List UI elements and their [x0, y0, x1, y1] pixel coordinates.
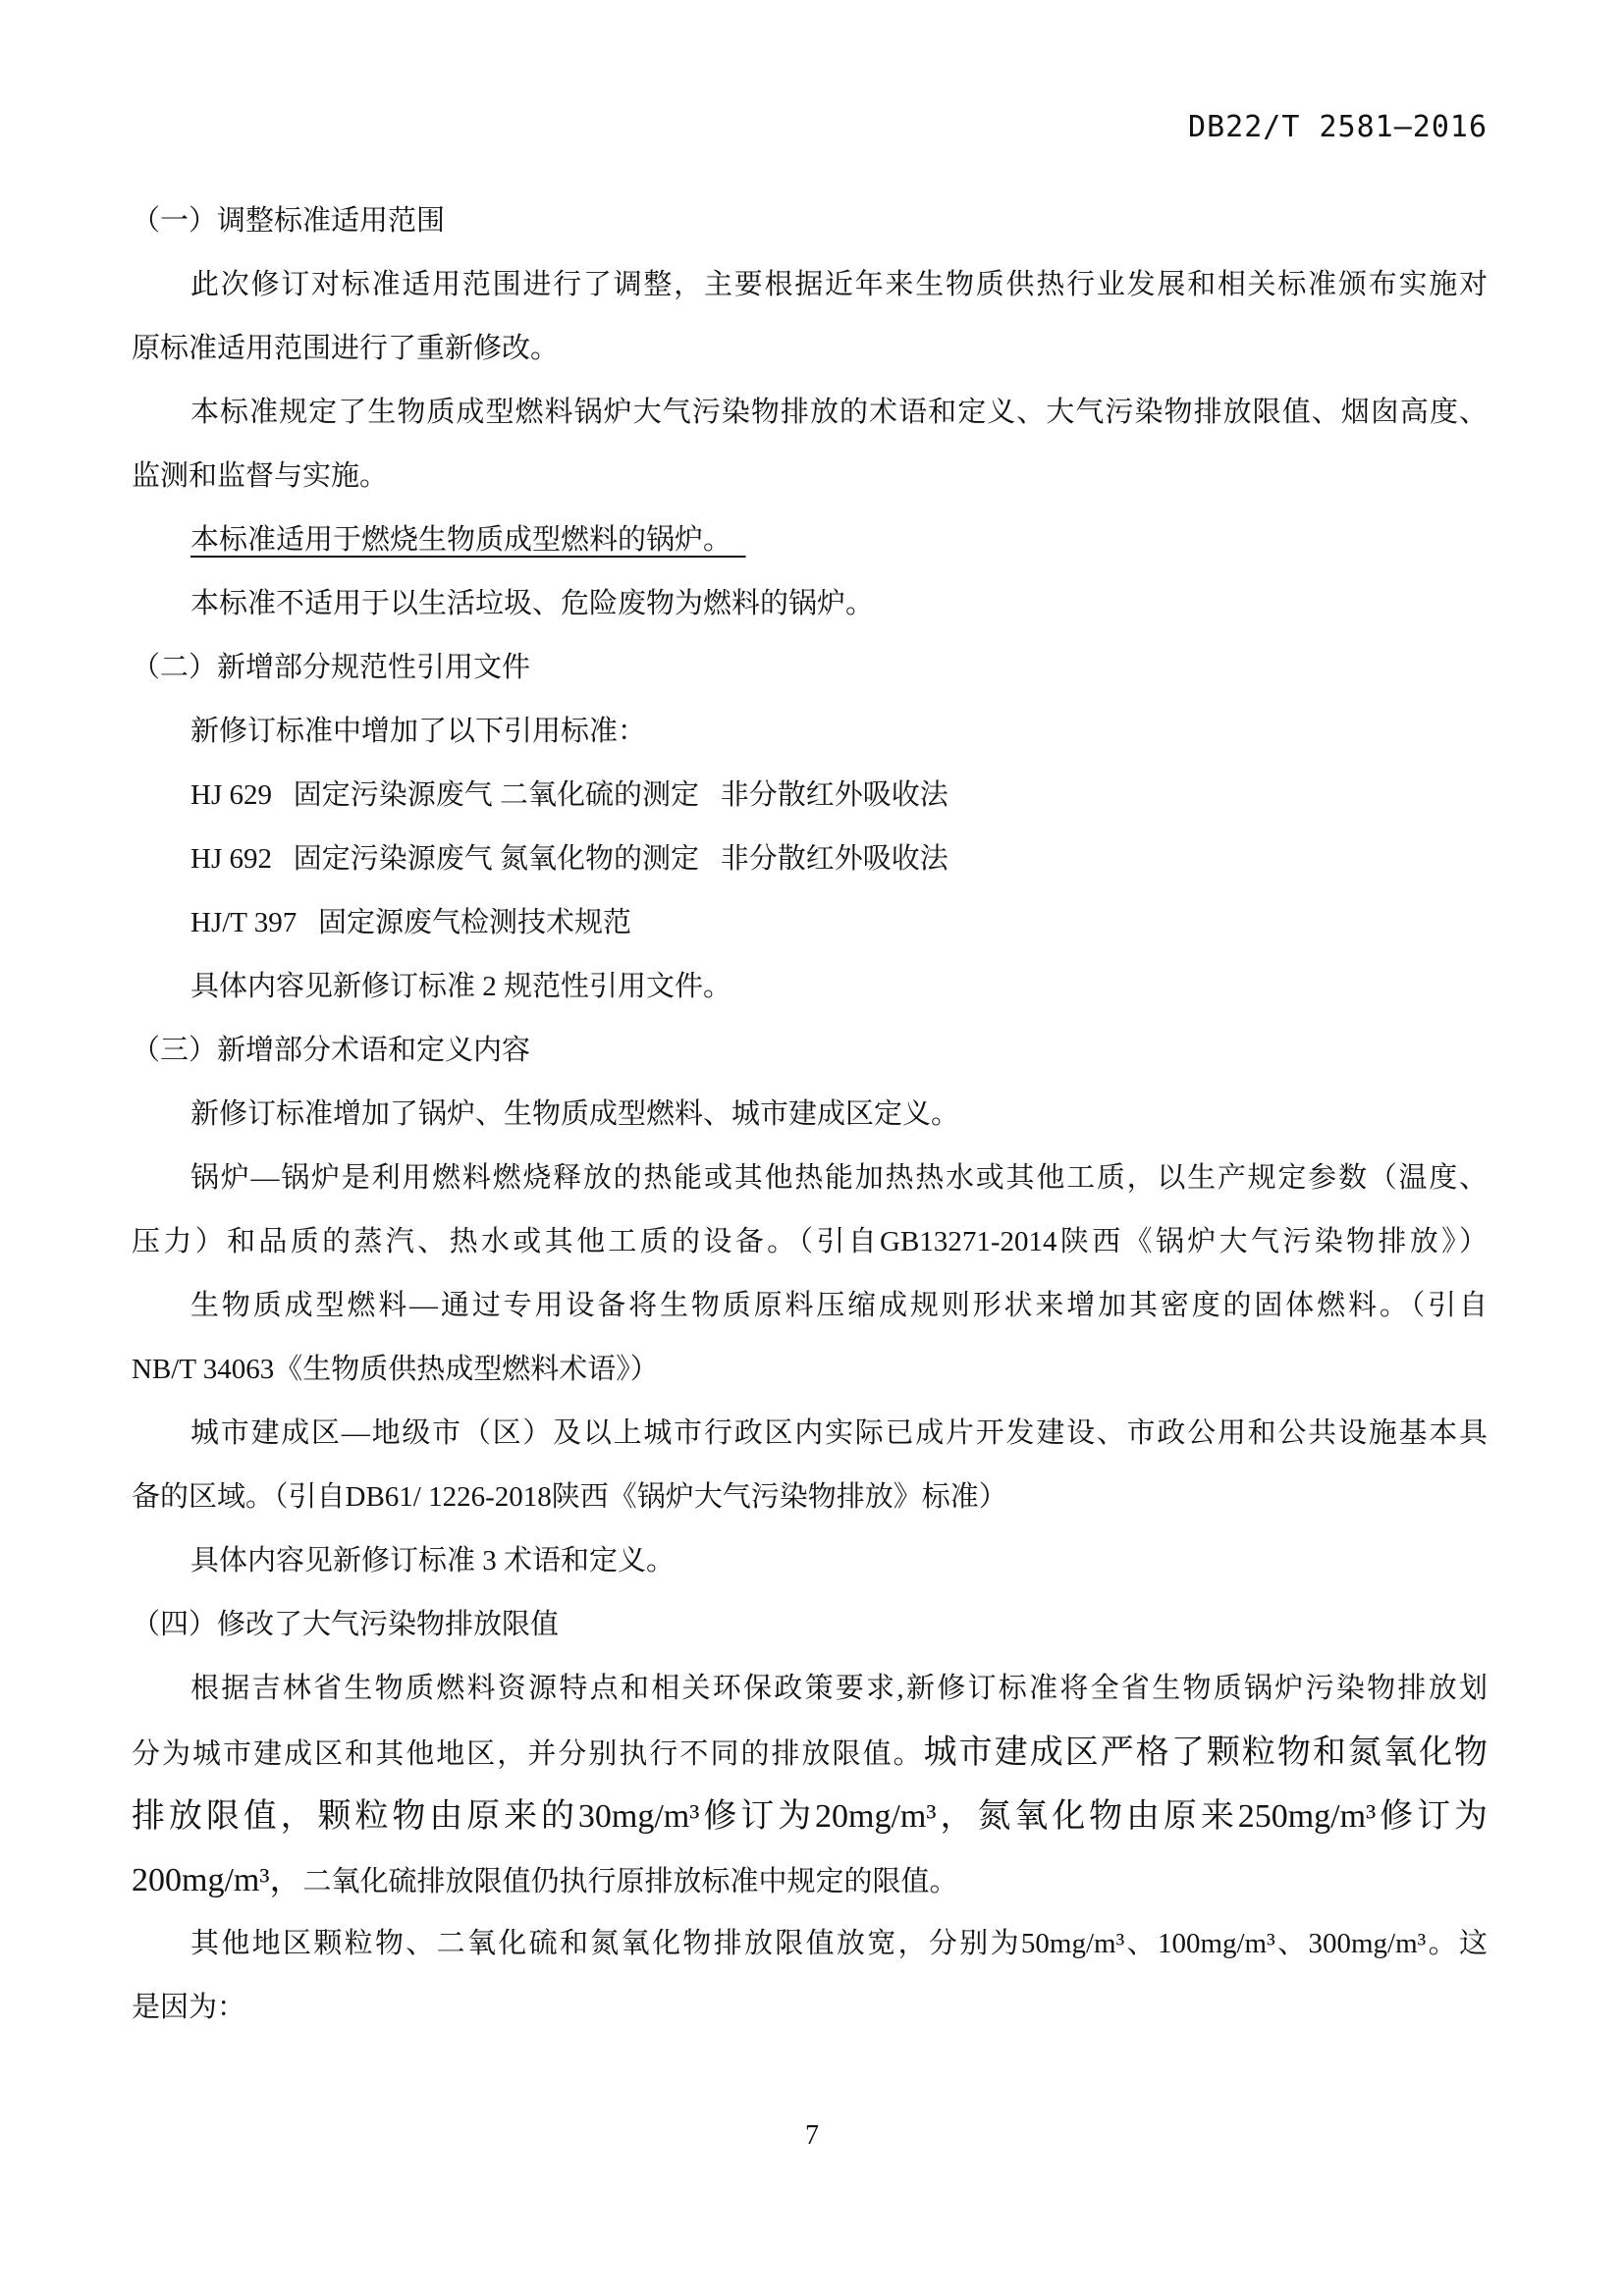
text-line	[132, 1721, 1488, 1785]
text-segment: （二）新增部分规范性引用文件	[132, 652, 531, 683]
text-line	[132, 1338, 1488, 1402]
text-segment: HJ/T 397 固定源废气检测技术规范	[190, 907, 631, 938]
text-segment: HJ 692 固定污染源废气 氮氧化物的测定 非分散红外吸收法	[190, 843, 948, 875]
text-segment: 根据吉林省生物质燃料资源特点和相关环保政策要求,新修订标准将全省生物质锅炉污染物排放划	[190, 1673, 1488, 1704]
text-line	[132, 1912, 1488, 1976]
section-heading	[132, 189, 1488, 253]
text-segment: 新修订标准中增加了以下引用标准：	[190, 716, 647, 747]
text-line	[132, 891, 1488, 955]
text-segment: 锅炉—锅炉是利用燃料燃烧释放的热能或其他热能加热热水或其他工质，以生产规定参数（温度、	[190, 1162, 1488, 1194]
text-segment: （三）新增部分术语和定义内容	[132, 1035, 531, 1066]
section-heading	[132, 1593, 1488, 1657]
text-segment: 生物质成型燃料—通过专用设备将生物质原料压缩成规则形状来增加其密度的固体燃料。（引自	[190, 1290, 1488, 1321]
text-segment: （一）调整标准适用范围	[132, 205, 446, 237]
text-segment: 排放限值，颗粒物由原来的30mg/m³修订为20mg/m³，氮氧化物由原来250mg/m³修订为	[132, 1798, 1488, 1835]
text-segment: 原标准适用范围进行了重新修改。	[132, 333, 560, 364]
text-line	[132, 1402, 1488, 1466]
text-segment: （四）修改了大气污染物排放限值	[132, 1609, 560, 1640]
text-segment: 二氧化硫排放限值仍执行原排放标准中规定的限值。	[302, 1866, 958, 1897]
text-segment: 新修订标准增加了锅炉、生物质成型燃料、城市建成区定义。	[190, 1098, 960, 1130]
standard-number-header: DB22/T 2581—2016	[1188, 110, 1488, 144]
text-segment: 城市建成区—地级市（区）及以上城市行政区内实际已成片开发建设、市政公用和公共设施基本具	[190, 1417, 1488, 1449]
text-line	[132, 764, 1488, 828]
text-segment: 本标准规定了生物质成型燃料锅炉大气污染物排放的术语和定义、大气污染物排放限值、烟囱高度、	[190, 397, 1488, 428]
text-line	[132, 1848, 1488, 1912]
text-segment: 此次修订对标准适用范围进行了调整，主要根据近年来生物质供热行业发展和相关标准颁布实施对	[190, 269, 1488, 300]
text-line	[132, 1657, 1488, 1721]
text-line	[132, 1210, 1488, 1274]
text-line	[132, 828, 1488, 891]
text-segment: 备的区域。（引自DB61/ 1226-2018陕西《锅炉大气污染物排放》标准）	[132, 1481, 1007, 1513]
text-line	[132, 955, 1488, 1019]
text-segment: 其他地区颗粒物、二氧化硫和氮氧化物排放限值放宽，分别为50mg/m³、100mg/m³、300mg/m³。这	[190, 1928, 1488, 1959]
text-line	[132, 253, 1488, 317]
text-segment: 200mg/m³，	[132, 1862, 303, 1898]
section-heading	[132, 636, 1488, 700]
text-segment: 城市建成区严格了颗粒物和氮氧化物	[923, 1735, 1488, 1771]
text-line	[132, 1147, 1488, 1210]
text-line	[132, 508, 1488, 572]
text-segment: 压力）和品质的蒸汽、热水或其他工质的设备。（引自GB13271-2014陕西《锅炉大气污染物排放》）	[132, 1226, 1488, 1257]
section-heading	[132, 1019, 1488, 1083]
text-line	[132, 1083, 1488, 1147]
page-number: 7	[805, 2120, 819, 2151]
text-segment: 分为城市建成区和其他地区，并分别执行不同的排放限值。	[132, 1738, 924, 1770]
text-segment: 具体内容见新修订标准 3 术语和定义。	[190, 1545, 676, 1576]
text-line	[132, 1976, 1488, 2040]
text-segment: 是因为：	[132, 1992, 246, 2023]
text-segment: 具体内容见新修订标准 2 规范性引用文件。	[190, 971, 732, 1002]
text-line	[132, 1466, 1488, 1529]
text-line	[132, 1785, 1488, 1848]
text-segment: 本标准不适用于以生活垃圾、危险废物为燃料的锅炉。	[190, 588, 875, 619]
text-line	[132, 572, 1488, 636]
text-line	[132, 445, 1488, 508]
text-segment: HJ 629 固定污染源废气 二氧化硫的测定 非分散红外吸收法	[190, 779, 948, 811]
text-line	[132, 700, 1488, 764]
text-segment: 监测和监督与实施。	[132, 460, 389, 492]
text-line	[132, 1529, 1488, 1593]
underlined-text-segment: 本标准适用于燃烧生物质成型燃料的锅炉。	[190, 524, 746, 556]
text-line	[132, 381, 1488, 445]
text-line	[132, 317, 1488, 381]
text-segment: NB/T 34063《生物质供热成型燃料术语》）	[132, 1354, 659, 1385]
text-line	[132, 1274, 1488, 1338]
document-body	[132, 189, 1488, 2040]
